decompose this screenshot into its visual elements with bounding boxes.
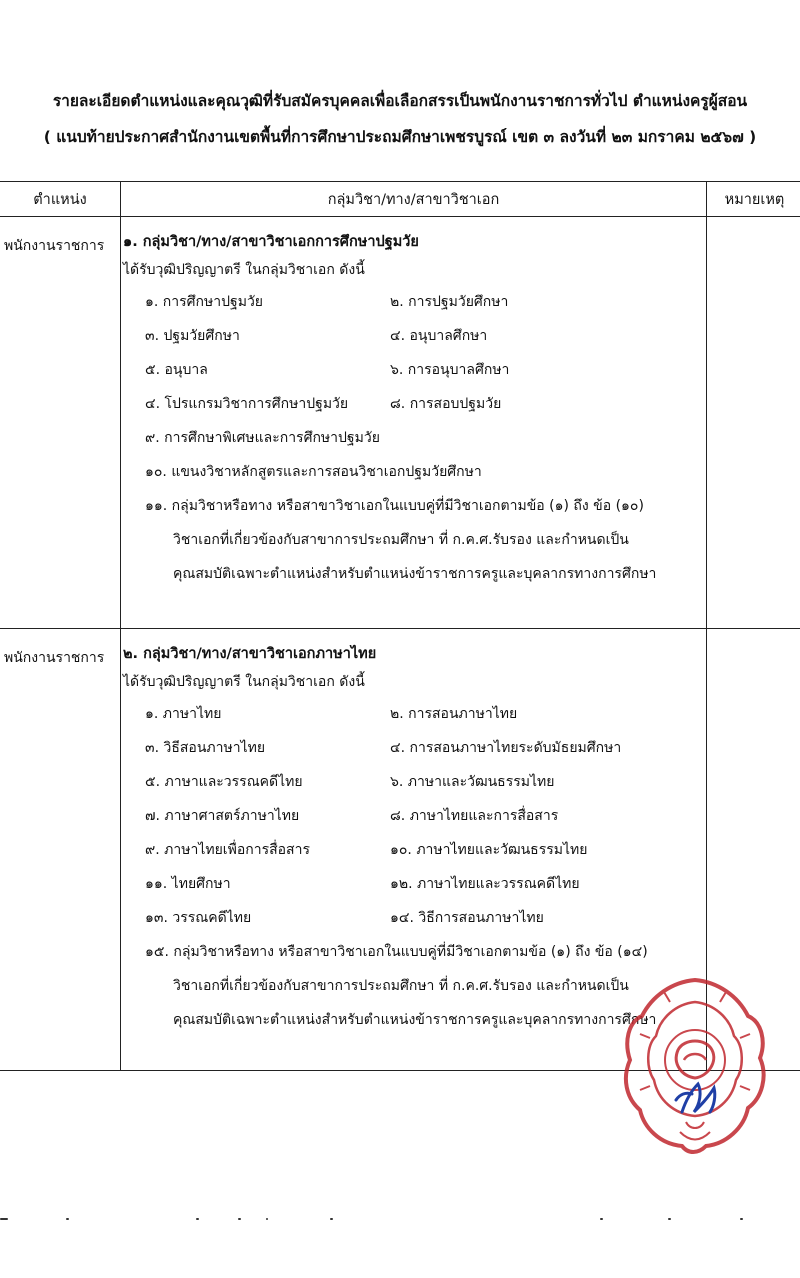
list-item: ๑๕. กลุ่มวิชาหรือทาง หรือสาขาวิชาเอกในแบบคู่ที่มีวิชาเอกตามข้อ (๑) ถึง ข้อ (๑๔) [145,944,648,960]
major-list [123,285,706,591]
major-item: ๑๑. ไทยศึกษา [145,876,231,892]
list-item [123,285,706,319]
major-item: ๑๒. ภาษาไทยและวรรณคดีไทย [390,876,580,892]
list-item [123,765,706,799]
list-item [123,833,706,867]
major-item: ๒. การปฐมวัยศึกษา [390,294,509,310]
document-title: รายละเอียดตำแหน่งและคุณวุฒิที่รับสมัครบุคคลเพื่อเลือกสรรเป็นพนักงานราชการทั่วไป ตำแหน่งครูผู้สอน [52,92,748,110]
list-item [123,319,706,353]
degree-intro: ได้รับวุฒิปริญญาตรี ในกลุ่มวิชาเอก ดังนี้ [123,674,365,690]
list-item-continuation: วิชาเอกที่เกี่ยวข้องกับสาขาการประถมศึกษา ที่ ก.ค.ศ.รับรอง และกำหนดเป็น [173,532,629,548]
header-remark: หมายเหตุ [707,182,800,217]
scan-mark [600,1218,603,1220]
major-item: ๑๓. วรรณคดีไทย [145,910,252,926]
header-position: ตำแหน่ง [0,182,121,217]
list-item [123,387,706,421]
major-item: ๑. การศึกษาปฐมวัย [145,294,264,310]
major-item: ๕. ภาษาและวรรณคดีไทย [145,774,303,790]
scan-mark [266,1218,268,1220]
list-item: ๙. การศึกษาพิเศษและการศึกษาปฐมวัย [145,430,380,446]
table-row [0,217,800,629]
signature-mark [676,1084,715,1112]
major-item: ๑๔. วิธีการสอนภาษาไทย [390,910,544,926]
major-item: ๒. การสอนภาษาไทย [390,706,518,722]
list-item-continuation: คุณสมบัติเฉพาะตำแหน่งสำหรับตำแหน่งข้าราชการครูและบุคลากรทางการศึกษา [173,1012,657,1028]
major-item: ๕. อนุบาล [145,362,208,378]
list-item [123,697,706,731]
scan-mark [238,1218,241,1220]
major-item: ๖. การอนุบาลศึกษา [390,362,510,378]
scan-mark [196,1218,199,1220]
major-item: ๘. ภาษาไทยและการสื่อสาร [390,808,559,824]
list-item [123,901,706,935]
major-item: ๔. อนุบาลศึกษา [390,328,488,344]
header-subject: กลุ่มวิชา/ทาง/สาขาวิชาเอก [121,182,707,217]
degree-intro: ได้รับวุฒิปริญญาตรี ในกลุ่มวิชาเอก ดังนี้ [123,262,365,278]
row-subject-cell [121,217,707,629]
major-item: ๖. ภาษาและวัฒนธรรมไทย [390,774,555,790]
major-item: ๘. การสอบปฐมวัย [390,396,502,412]
row-subject-cell [121,629,707,1071]
major-list [123,697,706,1037]
table-header-row [0,182,800,217]
row-position: พนักงานราชการ [0,217,121,629]
list-item [123,867,706,901]
list-item-continuation: คุณสมบัติเฉพาะตำแหน่งสำหรับตำแหน่งข้าราชการครูและบุคลากรทางการศึกษา [173,566,657,582]
scan-mark [0,1218,8,1220]
list-item [123,353,706,387]
list-item [123,799,706,833]
major-item: ๓. วิธีสอนภาษาไทย [145,740,266,756]
scan-mark [740,1218,743,1220]
major-item: ๑. ภาษาไทย [145,706,222,722]
qualification-table [0,181,800,1071]
major-item: ๙. ภาษาไทยเพื่อการสื่อสาร [145,842,310,858]
major-item: ๓. ปฐมวัยศึกษา [145,328,240,344]
scan-mark [66,1218,69,1220]
list-item: ๑๐. แขนงวิชาหลักสูตรและการสอนวิชาเอกปฐมวัยศึกษา [145,464,482,480]
list-item [123,731,706,765]
subject-group-title: ๒. กลุ่มวิชา/ทาง/สาขาวิชาเอกภาษาไทย [123,646,377,662]
major-item: ๔. โปรแกรมวิชาการศึกษาปฐมวัย [145,396,349,412]
scan-mark [330,1218,333,1220]
major-item: ๑๐. ภาษาไทยและวัฒนธรรมไทย [390,842,588,858]
document-subtitle: ( แนบท้ายประกาศสำนักงานเขตพื้นที่การศึกษาประถมศึกษาเพชรบูรณ์ เขต ๓ ลงวันที่ ๒๓ มกราคม ๒๕๖๗ ) [43,128,757,146]
list-item-continuation: วิชาเอกที่เกี่ยวข้องกับสาขาการประถมศึกษา ที่ ก.ค.ศ.รับรอง และกำหนดเป็น [173,978,629,994]
office-seal-stamp [620,972,770,1157]
subject-group-title: ๑. กลุ่มวิชา/ทาง/สาขาวิชาเอกการศึกษาปฐมวัย [123,234,419,250]
row-remark [707,217,800,629]
scan-mark [668,1218,671,1220]
row-position: พนักงานราชการ [0,629,121,1071]
major-item: ๔. การสอนภาษาไทยระดับมัธยมศึกษา [390,740,622,756]
list-item: ๑๑. กลุ่มวิชาหรือทาง หรือสาขาวิชาเอกในแบบคู่ที่มีวิชาเอกตามข้อ (๑) ถึง ข้อ (๑๐) [145,498,644,514]
major-item: ๗. ภาษาศาสตร์ภาษาไทย [145,808,300,824]
